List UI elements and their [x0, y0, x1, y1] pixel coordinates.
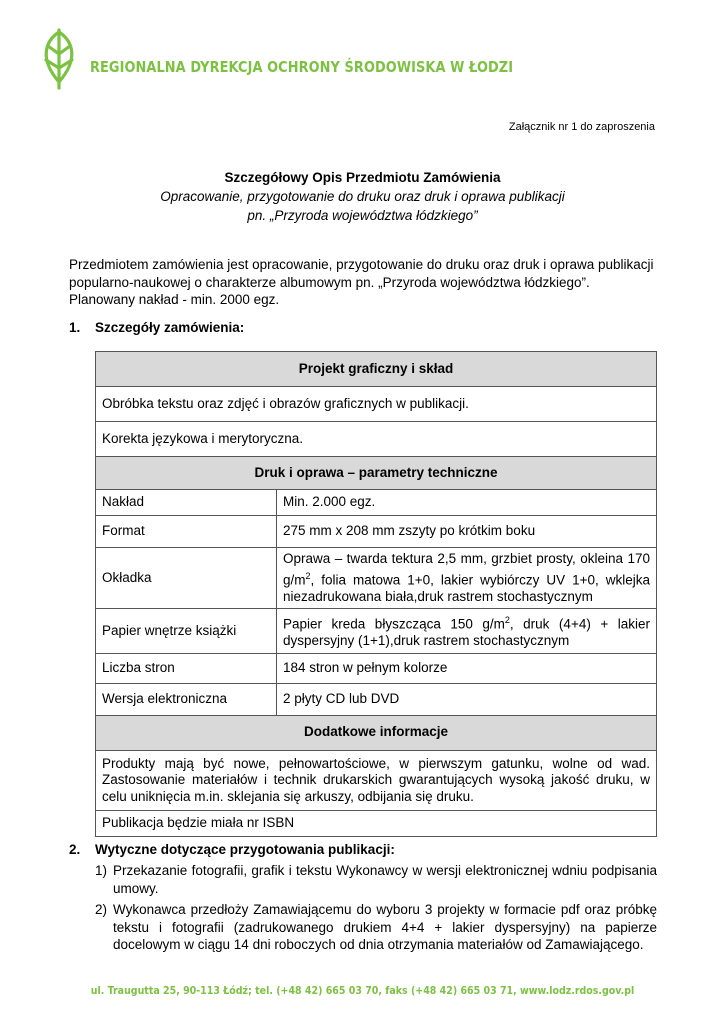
table-header-row	[96, 715, 657, 750]
footer-contact: ul. Traugutta 25, 90-113 Łódź; tel. (+48 42) 665 03 70, faks (+48 42) 665 03 71, www.lodz.rdos.gov.pl	[90, 984, 635, 997]
table-row	[96, 422, 657, 457]
value-format: 275 mm x 208 mm zszyty po krótkim boku	[277, 516, 657, 548]
papier-text-2: , druk (4+4) + lakier dyspersyjny (1+1),druk rastrem stochastycznym	[283, 616, 650, 648]
section-1-heading	[69, 320, 244, 335]
table-row	[96, 653, 657, 683]
organization-name: REGIONALNA DYREKCJA OCHRONY ŚRODOWISKA W ŁODZI	[90, 58, 514, 76]
okladka-sup: 2	[305, 570, 311, 581]
label-naklad: Nakład	[96, 490, 277, 516]
row-isbn: Publikacja będzie miała nr ISBN	[96, 811, 657, 837]
value-papier	[277, 609, 657, 654]
row-proofreading: Korekta językowa i merytoryczna.	[96, 422, 657, 457]
papier-sup: 2	[504, 615, 510, 625]
row-info: Produkty mają być nowe, pełnowartościowe, w pierwszym gatunku, wolne od wad. Zastosowanie materiałów i technik drukarskich gwarantujących wysoką jakość druku, w celu uniknięcia m.in. sklejania się arkuszy, odbijania się druku.	[96, 750, 657, 811]
list-item-number: 2)	[95, 902, 108, 917]
specification-table	[95, 351, 657, 837]
list-item	[95, 901, 657, 954]
table-row	[96, 548, 657, 609]
okladka-text-1: Oprawa – twarda tektura 2,5 mm, grzbiet prosty, okleina 170 g/m	[283, 551, 650, 587]
section-1-number: 1.	[69, 320, 81, 335]
label-format: Format	[96, 516, 277, 548]
label-strony: Liczba stron	[96, 653, 277, 683]
table-row	[96, 490, 657, 516]
header-additional-info: Dodatkowe informacje	[96, 715, 657, 750]
label-papier: Papier wnętrze książki	[96, 609, 277, 654]
list-item-text: Przekazanie fotografii, grafik i tekstu Wykonawcy w wersji elektronicznej wdniu podpisania umowy.	[113, 863, 657, 896]
table-header-row	[96, 352, 657, 387]
table-row	[96, 811, 657, 837]
leaf-logo-icon	[36, 24, 82, 90]
header-graphic-design: Projekt graficzny i skład	[96, 352, 657, 387]
section-2-title: Wytyczne dotyczące przygotowania publikacji:	[95, 842, 395, 857]
table-header-row	[96, 457, 657, 490]
table-row	[96, 387, 657, 422]
header-print-parameters: Druk i oprawa – parametry techniczne	[96, 457, 657, 490]
table-row	[96, 609, 657, 654]
annex-label: Załącznik nr 1 do zaproszenia	[508, 121, 655, 133]
label-wersja: Wersja elektroniczna	[96, 683, 277, 715]
okladka-text-2: , folia matowa 1+0, lakier wybiórczy UV 1+0, wklejka niezadrukowana biała,druk rastrem stochastycznym	[283, 572, 650, 604]
table-row	[96, 750, 657, 811]
title-line-1: Szczegółowy Opis Przedmiotu Zamówienia	[224, 170, 501, 185]
title-line-3: pn. „Przyroda województwa łódzkiego”	[247, 208, 478, 223]
table-row	[96, 683, 657, 715]
row-text-processing: Obróbka tekstu oraz zdjęć i obrazów graficznych w publikacji.	[96, 387, 657, 422]
value-wersja: 2 płyty CD lub DVD	[277, 683, 657, 715]
section-2-heading	[69, 842, 395, 857]
title-line-2: Opracowanie, przygotowanie do druku oraz druk i oprawa publikacji	[160, 189, 565, 204]
list-item	[95, 862, 657, 897]
value-naklad: Min. 2.000 egz.	[277, 490, 657, 516]
guidelines-list	[95, 862, 657, 958]
section-1-title: Szczegóły zamówienia:	[95, 320, 245, 335]
list-item-text: Wykonawca przedłoży Zamawiającemu do wyboru 3 projekty w formacie pdf oraz próbkę tekstu i fotografii (zadrukowanego drukiem 4+4 + lakier dyspersyjny) na papierze docelowym w ciągu 14 dni roboczych od dnia otrzymania materiałów od Zamawiającego.	[113, 902, 657, 952]
label-okladka: Okładka	[96, 548, 277, 609]
value-strony: 184 stron w pełnym kolorze	[277, 653, 657, 683]
list-item-number: 1)	[95, 863, 108, 878]
section-2-number: 2.	[69, 842, 81, 857]
document-title	[0, 168, 725, 225]
value-okladka	[277, 548, 657, 609]
table-row	[96, 516, 657, 548]
intro-paragraph: Przedmiotem zamówienia jest opracowanie, przygotowanie do druku oraz druk i oprawa publikacji popularno-naukowej o charakterze albumowym pn. „Przyroda województwa łódzkiego”. Planowany nakład - min. 2000 egz.	[69, 257, 654, 307]
papier-text-1: Papier kreda błyszcząca 150 g/m	[283, 616, 505, 632]
